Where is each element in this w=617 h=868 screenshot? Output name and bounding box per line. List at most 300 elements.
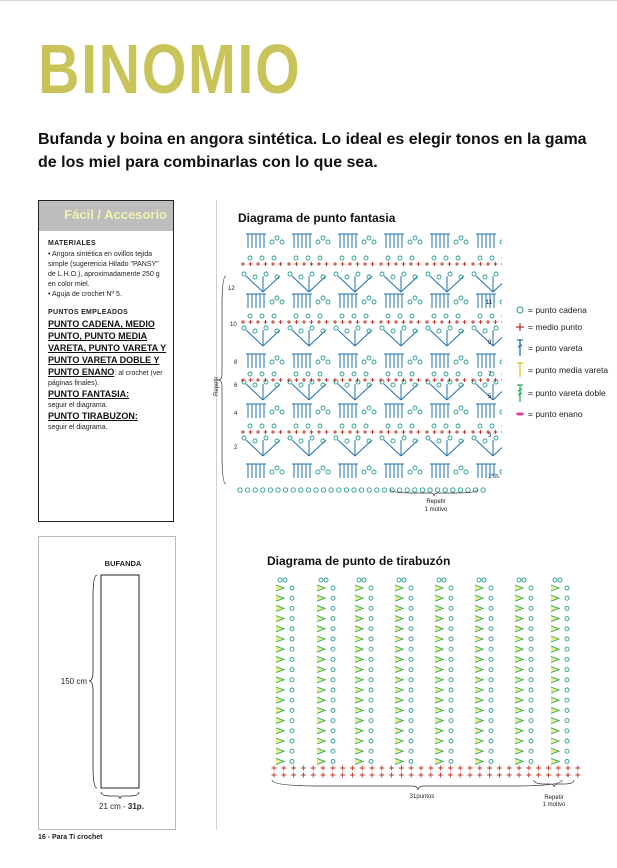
fan-stitch-left [292, 276, 309, 292]
chain-stitch [565, 708, 569, 712]
single-crochet-stitch [448, 320, 452, 324]
chain-stitch [449, 627, 453, 631]
chain-stitch [352, 372, 356, 376]
corkscrew-stitch [355, 697, 363, 703]
chain-stitch [558, 578, 562, 582]
chain-stitch [369, 586, 373, 590]
chain-stitch [489, 719, 493, 723]
chain-stitch [345, 383, 349, 387]
chain-stitch [369, 617, 373, 621]
corkscrew-stitch [551, 636, 559, 642]
fan-stitch-right [355, 276, 372, 292]
chain-stitch [367, 296, 371, 300]
chain-stitch [410, 424, 414, 428]
chain-stitch [410, 256, 414, 260]
single-crochet-stitch [271, 262, 275, 266]
corkscrew-stitch [475, 636, 483, 642]
chain-stitch [402, 578, 406, 582]
chain-stitch [565, 698, 569, 702]
chain-stitch [413, 356, 417, 360]
corkscrew-stitch [551, 687, 559, 693]
chain-stitch [565, 759, 569, 763]
chain-stitch [565, 617, 569, 621]
single-crochet-stitch [325, 378, 329, 382]
fan-stitch-right [263, 330, 280, 346]
single-crochet-stitch [302, 262, 306, 266]
chain-stitch [483, 275, 487, 279]
chain-stitch [449, 729, 453, 733]
chain-stitch [334, 326, 338, 330]
base-single-crochet [526, 766, 531, 771]
chain-stitch [326, 300, 330, 304]
base-single-crochet [487, 766, 492, 771]
repeat-motif-brace [534, 780, 574, 787]
single-crochet-stitch [317, 430, 321, 434]
base-chain-stitch [321, 488, 325, 492]
single-crochet-stitch [249, 320, 253, 324]
legend-label-single: = medio punto [528, 322, 583, 332]
chain-stitch [278, 578, 282, 582]
corkscrew-stitch [276, 718, 284, 724]
chain-stitch [449, 647, 453, 651]
chain-stitch [442, 578, 446, 582]
scarf-length: 150 cm [60, 677, 87, 686]
chain-stitch [362, 240, 366, 244]
legend-label-chain: = punto cadena [528, 305, 587, 315]
corkscrew-stitch [395, 677, 403, 683]
corkscrew-stitch [355, 677, 363, 683]
chain-stitch [500, 300, 502, 304]
base-single-crochet [311, 766, 316, 771]
chain-stitch [500, 410, 502, 414]
base-chain-stitch [276, 488, 280, 492]
chain-stitch [345, 439, 349, 443]
chain-stitch [316, 470, 320, 474]
single-crochet-stitch [463, 430, 467, 434]
single-crochet-stitch [317, 378, 321, 382]
single-crochet-stitch [333, 320, 337, 324]
repeat-side-label: Repetir [214, 376, 220, 396]
base-single-crochet [370, 766, 375, 771]
base-single-crochet [497, 766, 502, 771]
chain-stitch [364, 314, 368, 318]
chain-stitch [264, 326, 268, 330]
single-crochet-stitch [295, 262, 299, 266]
single-crochet-stitch [317, 262, 321, 266]
base-single-crochet [477, 773, 482, 778]
scarf-width-points: 31p. [127, 802, 144, 811]
corkscrew-stitch [475, 646, 483, 652]
single-crochet-stitch [302, 320, 306, 324]
fan-stitch-left [430, 330, 447, 346]
chain-stitch [409, 749, 413, 753]
base-single-crochet [379, 773, 384, 778]
base-single-crochet [487, 773, 492, 778]
chain-stitch [432, 314, 436, 318]
chain-stitch [472, 436, 476, 440]
corkscrew-stitch [276, 687, 284, 693]
chain-stitch [367, 466, 371, 470]
chain-stitch [464, 470, 468, 474]
diagram-tirabuzon [262, 570, 592, 820]
corkscrew-stitch [435, 646, 443, 652]
single-crochet-stitch [440, 378, 444, 382]
corkscrew-stitch [395, 616, 403, 622]
page-title: BINOMIO [38, 30, 302, 108]
row-number-3: 3 [488, 433, 492, 439]
chain-stitch [386, 372, 390, 376]
chain-stitch [260, 256, 264, 260]
single-crochet-stitch [279, 320, 283, 324]
single-crochet-stitch [455, 430, 459, 434]
base-single-crochet [350, 773, 355, 778]
repeat-bottom-label-1: Repetir [426, 499, 446, 505]
corkscrew-stitch [276, 616, 284, 622]
chain-stitch [478, 256, 482, 260]
chain-stitch [489, 678, 493, 682]
fan-stitch-right [309, 276, 326, 292]
base-chain-stitch [352, 488, 356, 492]
corkscrew-stitch [395, 646, 403, 652]
corkscrew-stitch [276, 656, 284, 662]
corkscrew-stitch [475, 718, 483, 724]
corkscrew-stitch [395, 697, 403, 703]
base-chain-stitch [428, 488, 432, 492]
stitch-count-label: 31puntos [409, 794, 435, 800]
corkscrew-stitch [551, 646, 559, 652]
base-chain-stitch [261, 488, 265, 492]
chain-stitch [449, 586, 453, 590]
chain-stitch [275, 406, 279, 410]
chain-stitch [478, 424, 482, 428]
corkscrew-stitch [317, 585, 325, 591]
chain-stitch [456, 314, 460, 318]
base-chain-stitch [238, 488, 242, 492]
chain-stitch [409, 739, 413, 743]
corkscrew-stitch [317, 687, 325, 693]
chain-stitch [362, 470, 366, 474]
chain-stitch [483, 329, 487, 333]
chain-stitch [454, 360, 458, 364]
corkscrew-stitch [475, 605, 483, 611]
chain-stitch [409, 698, 413, 702]
corkscrew-stitch [435, 748, 443, 754]
single-crochet-stitch [486, 262, 490, 266]
corkscrew-stitch [551, 718, 559, 724]
chain-stitch [409, 719, 413, 723]
chain-stitch [449, 668, 453, 672]
chain-stitch [272, 372, 276, 376]
diagram-tirabuzon-title: Diagrama de punto de tirabuzón [267, 554, 451, 568]
fan-stitch-left [246, 440, 263, 456]
base-single-crochet [438, 773, 443, 778]
chain-stitch [489, 708, 493, 712]
chain-stitch [529, 637, 533, 641]
chain-stitch [264, 272, 268, 276]
chain-stitch [290, 668, 294, 672]
corkscrew-stitch [395, 758, 403, 764]
single-crochet-stitch [295, 430, 299, 434]
chain-stitch [426, 326, 430, 330]
single-crochet-stitch [317, 320, 321, 324]
chain-stitch [449, 739, 453, 743]
chain-stitch [489, 606, 493, 610]
chain-stitch [260, 424, 264, 428]
chain-stitch [321, 296, 325, 300]
corkscrew-stitch [355, 626, 363, 632]
corkscrew-stitch [395, 626, 403, 632]
chain-stitch [275, 356, 279, 360]
chain-stitch [380, 272, 384, 276]
single-crochet-stitch [241, 378, 245, 382]
corkscrew-stitch [276, 667, 284, 673]
chain-stitch [432, 372, 436, 376]
chain-stitch [500, 470, 502, 474]
chain-stitch [275, 466, 279, 470]
single-crochet-stitch [310, 262, 314, 266]
chain-stitch [326, 410, 330, 414]
corkscrew-stitch [435, 687, 443, 693]
corkscrew-stitch [435, 758, 443, 764]
chain-stitch [331, 749, 335, 753]
chain-stitch [397, 578, 401, 582]
corkscrew-stitch [515, 748, 523, 754]
single-crochet-stitch [387, 320, 391, 324]
chain-stitch [280, 360, 284, 364]
corkscrew-stitch [317, 626, 325, 632]
corkscrew-stitch [317, 748, 325, 754]
chain-stitch [409, 759, 413, 763]
chain-stitch [331, 739, 335, 743]
single-crochet-stitch [356, 430, 360, 434]
chain-stitch [413, 406, 417, 410]
chain-stitch [321, 356, 325, 360]
corkscrew-stitch [435, 738, 443, 744]
chain-stitch [489, 586, 493, 590]
chain-stitch [253, 383, 257, 387]
corkscrew-stitch [551, 738, 559, 744]
single-crochet-icon [516, 323, 524, 331]
fan-stitch-left [338, 330, 355, 346]
corkscrew-stitch [276, 728, 284, 734]
chain-stitch [529, 688, 533, 692]
chain-stitch [409, 596, 413, 600]
chain-stitch [413, 236, 417, 240]
chain-stitch [456, 256, 460, 260]
chain-stitch [331, 698, 335, 702]
chain-stitch [459, 466, 463, 470]
chain-stitch [290, 729, 294, 733]
single-crochet-stitch [425, 320, 429, 324]
single-crochet-stitch [433, 262, 437, 266]
chain-stitch [409, 688, 413, 692]
single-crochet-stitch [249, 262, 253, 266]
corkscrew-stitch [551, 728, 559, 734]
chain-stitch [410, 314, 414, 318]
chain-stitch [472, 272, 476, 276]
chain-stitch [299, 275, 303, 279]
corkscrew-stitch [317, 656, 325, 662]
fan-stitch-left [430, 276, 447, 292]
chain-stitch [369, 678, 373, 682]
single-crochet-stitch [479, 262, 483, 266]
chain-stitch [449, 759, 453, 763]
base-single-crochet [448, 773, 453, 778]
chain-stitch [437, 275, 441, 279]
single-crochet-stitch [287, 262, 291, 266]
repeat-motif-label-1: Repetir [544, 795, 564, 801]
chain-stitch [260, 314, 264, 318]
chain-stitch [413, 466, 417, 470]
chain-stitch [242, 436, 246, 440]
corkscrew-stitch [435, 697, 443, 703]
base-single-crochet [546, 773, 551, 778]
chain-stitch [310, 436, 314, 440]
fan-stitch-left [384, 440, 401, 456]
chain-stitch [290, 739, 294, 743]
chain-stitch [459, 296, 463, 300]
chain-stitch [449, 688, 453, 692]
corkscrew-stitch [515, 697, 523, 703]
single-crochet-stitch [241, 320, 245, 324]
single-crochet-stitch [379, 320, 383, 324]
chain-stitch [529, 586, 533, 590]
chain-stitch [529, 708, 533, 712]
chain-stitch [369, 596, 373, 600]
corkscrew-stitch [355, 595, 363, 601]
corkscrew-stitch [475, 748, 483, 754]
single-crochet-stitch [371, 262, 375, 266]
chain-stitch [489, 749, 493, 753]
corkscrew-stitch [475, 697, 483, 703]
single-crochet-stitch [425, 262, 429, 266]
chain-stitch [352, 314, 356, 318]
info-box-body [48, 239, 168, 433]
fan-stitch-left [338, 384, 355, 400]
chain-stitch [248, 314, 252, 318]
base-single-crochet [360, 773, 365, 778]
corkscrew-stitch [395, 748, 403, 754]
corkscrew-stitch [475, 595, 483, 601]
row-number-2: 2 [234, 445, 238, 451]
corkscrew-stitch [276, 626, 284, 632]
base-single-crochet [477, 766, 482, 771]
chain-stitch [408, 360, 412, 364]
single-crochet-stitch [455, 378, 459, 382]
chain-stitch [316, 360, 320, 364]
chain-stitch [489, 668, 493, 672]
chain-stitch [500, 360, 502, 364]
corkscrew-stitch [475, 585, 483, 591]
base-single-crochet [458, 766, 463, 771]
tirabuzon-label: PUNTO TIRABUZON: [48, 411, 138, 421]
base-single-crochet [428, 766, 433, 771]
page-footer: 16 - Para Ti crochet [38, 834, 103, 841]
chain-stitch [398, 256, 402, 260]
chain-stitch [248, 372, 252, 376]
single-crochet-stitch [302, 378, 306, 382]
chain-stitch [454, 410, 458, 414]
fan-stitch-right [447, 384, 464, 400]
tirabuzon-text: seguir el diagrama. [48, 424, 108, 431]
chain-stitch [489, 759, 493, 763]
chain-stitch [408, 300, 412, 304]
chain-stitch [409, 637, 413, 641]
single-crochet-stitch [394, 430, 398, 434]
chain-stitch [369, 739, 373, 743]
chain-stitch [565, 637, 569, 641]
corkscrew-stitch [435, 605, 443, 611]
base-single-crochet [468, 766, 473, 771]
single-crochet-stitch [279, 430, 283, 434]
chain-stitch [426, 436, 430, 440]
corkscrew-stitch [515, 646, 523, 652]
single-crochet-stitch [310, 320, 314, 324]
chain-stitch [386, 314, 390, 318]
corkscrew-stitch [317, 646, 325, 652]
single-crochet-stitch [371, 430, 375, 434]
single-crochet-stitch [264, 320, 268, 324]
base-single-crochet [321, 773, 326, 778]
base-chain-stitch [443, 488, 447, 492]
chain-stitch [331, 678, 335, 682]
fan-stitch-left [292, 384, 309, 400]
chain-stitch [362, 578, 366, 582]
base-single-crochet [281, 766, 286, 771]
chain-stitch [529, 668, 533, 672]
chain-stitch [345, 275, 349, 279]
chain-stitch [294, 372, 298, 376]
single-crochet-stitch [348, 378, 352, 382]
corkscrew-stitch [276, 605, 284, 611]
fan-stitch-left [338, 276, 355, 292]
chain-stitch [362, 360, 366, 364]
chain-stitch [369, 719, 373, 723]
chain-stitch [386, 256, 390, 260]
corkscrew-stitch [395, 707, 403, 713]
chain-stitch [418, 410, 422, 414]
chain-stitch [331, 617, 335, 621]
chain-stitch [409, 627, 413, 631]
corkscrew-stitch [475, 656, 483, 662]
base-chain-stitch [382, 488, 386, 492]
chain-stitch [489, 688, 493, 692]
corkscrew-stitch [435, 707, 443, 713]
chain-stitch [331, 688, 335, 692]
chain-stitch [472, 326, 476, 330]
chain-stitch [294, 424, 298, 428]
chain-stitch [324, 578, 328, 582]
chain-stitch [489, 617, 493, 621]
chain-stitch [464, 410, 468, 414]
diagram-fantasia [212, 228, 502, 528]
single-crochet-stitch [279, 262, 283, 266]
slip-stitch-icon [516, 412, 524, 415]
chain-stitch [372, 240, 376, 244]
corkscrew-stitch [317, 738, 325, 744]
stitches-paragraph [48, 319, 168, 389]
chain-stitch [483, 383, 487, 387]
chain-stitch [529, 749, 533, 753]
scarf-width-cm: 21 cm - [99, 802, 128, 811]
single-crochet-stitch [249, 430, 253, 434]
chain-stitch [331, 596, 335, 600]
chain-stitch [283, 578, 287, 582]
corkscrew-stitch [475, 738, 483, 744]
chain-stitch [294, 314, 298, 318]
base-single-crochet [389, 773, 394, 778]
base-single-crochet [301, 773, 306, 778]
